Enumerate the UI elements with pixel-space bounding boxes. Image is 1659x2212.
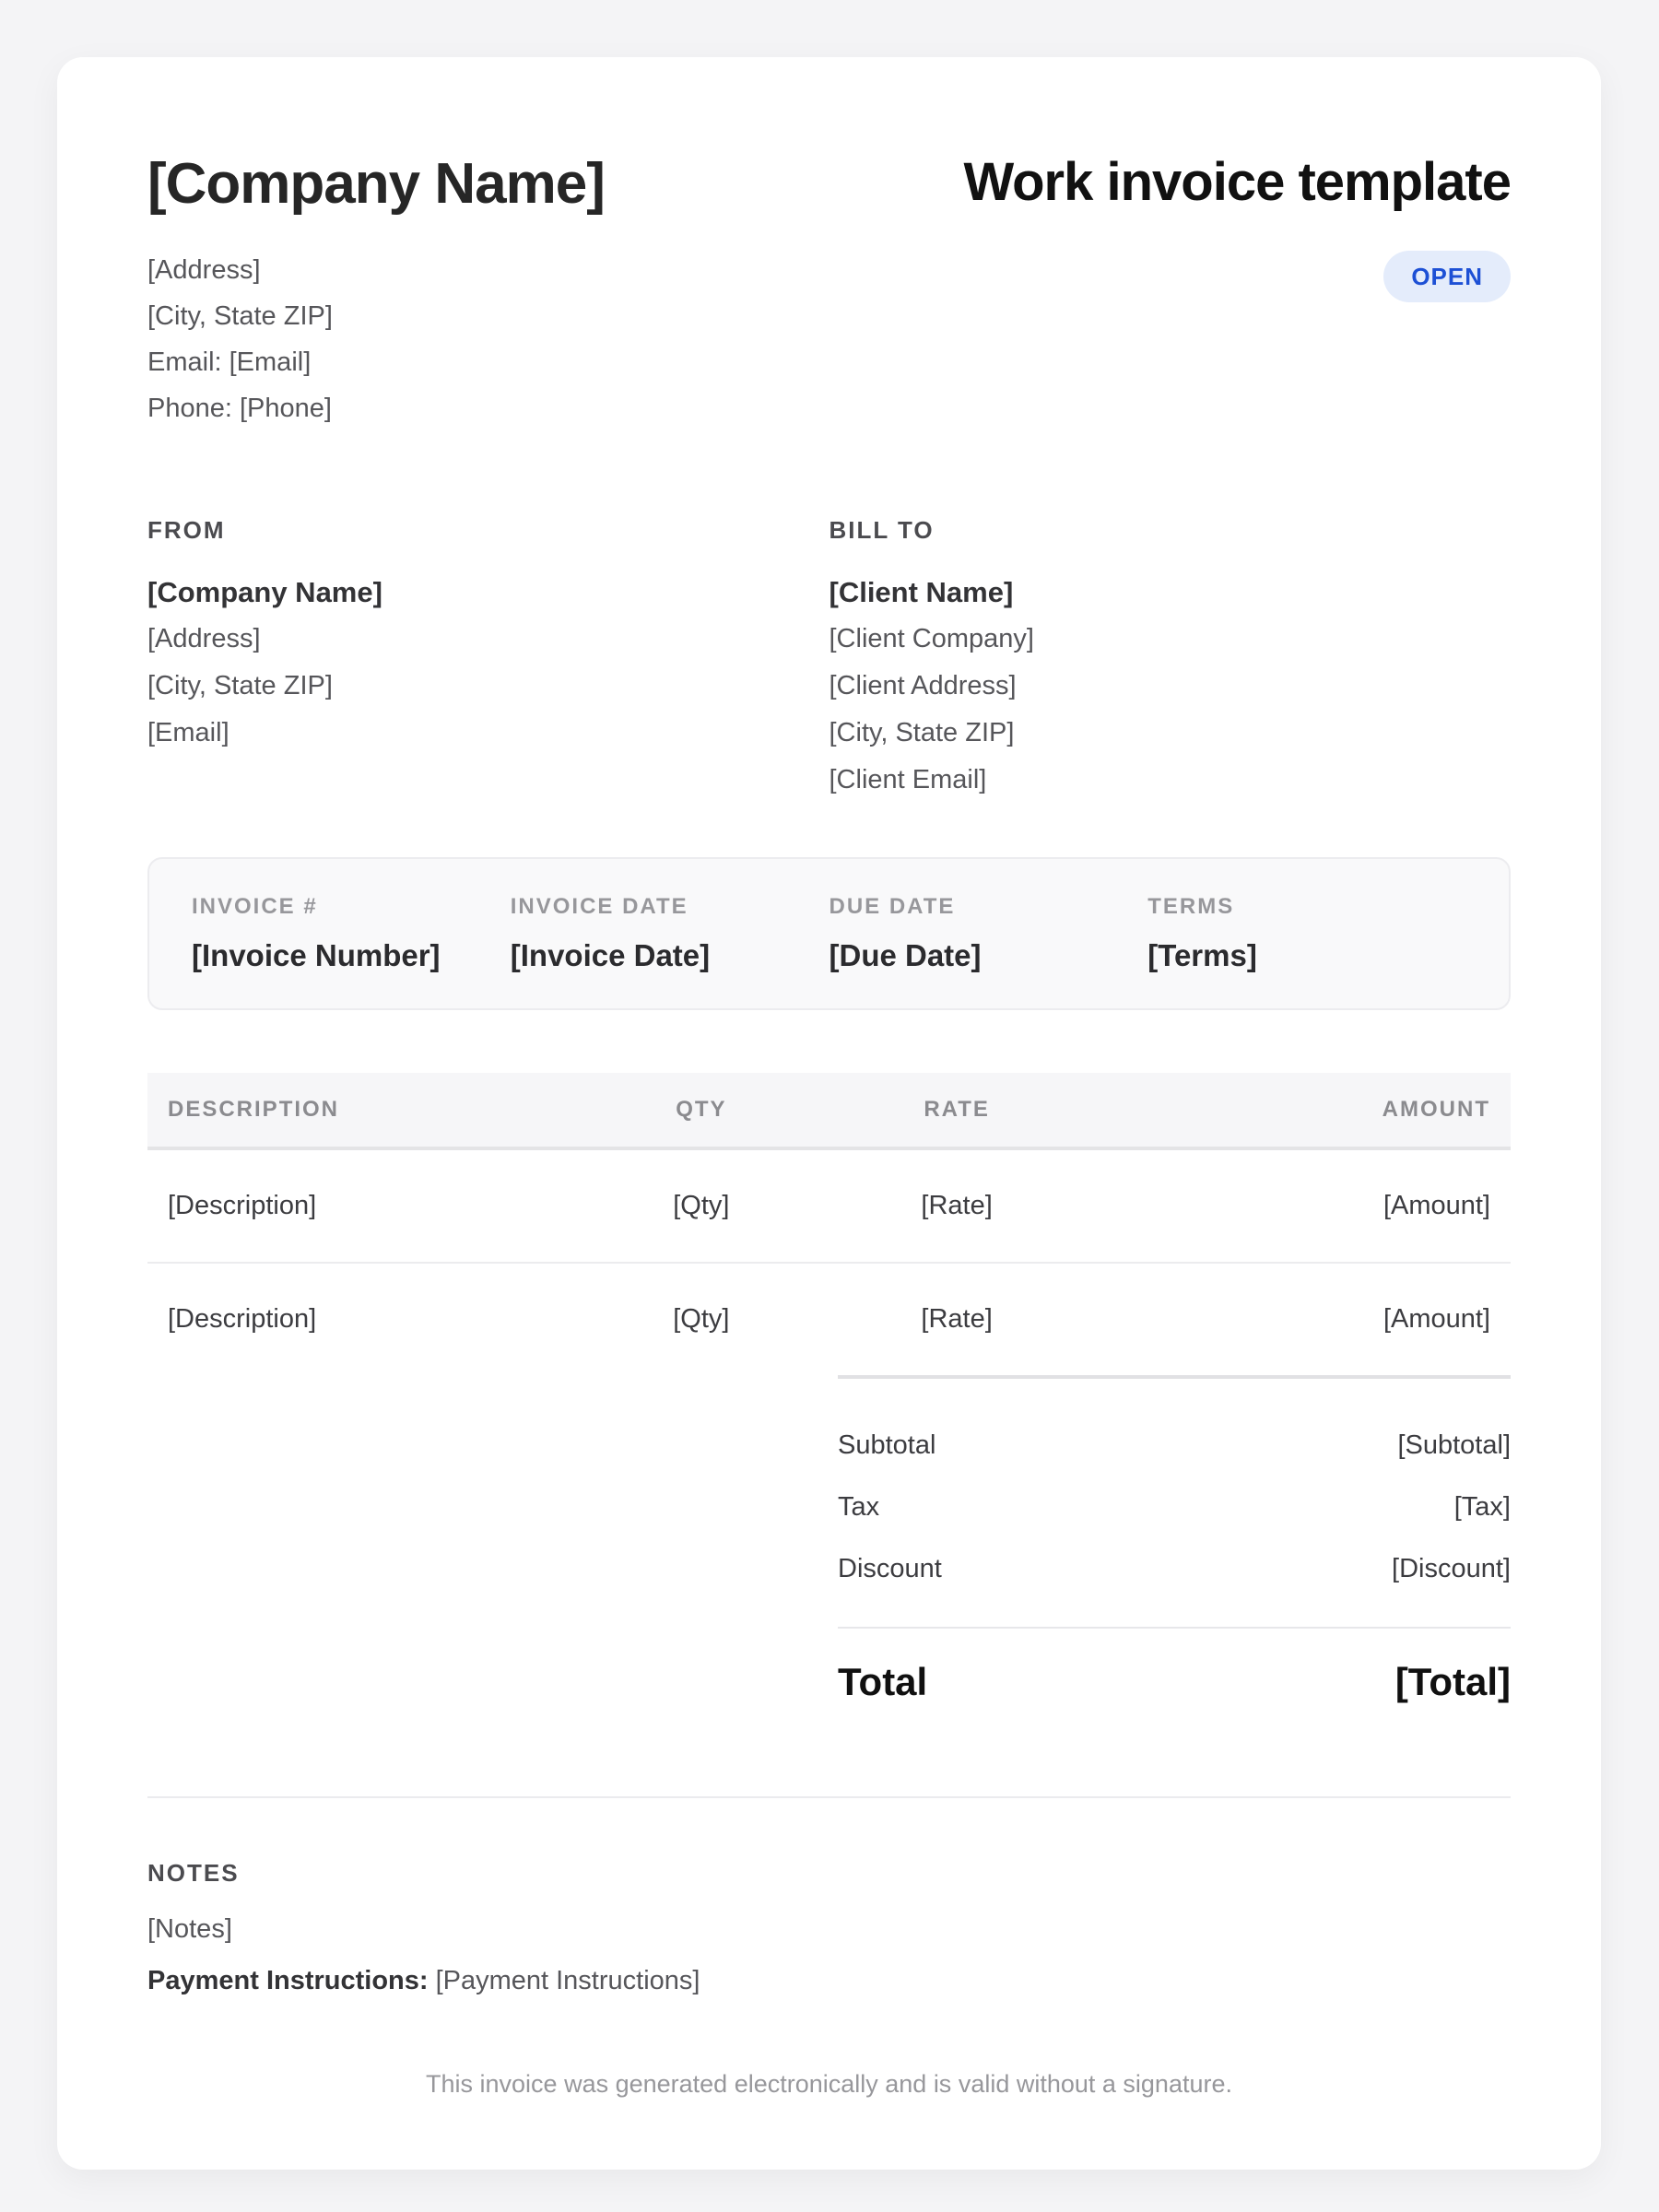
company-block <box>147 153 605 431</box>
from-block <box>147 516 830 804</box>
subtotal-value: [Subtotal] <box>1397 1430 1511 1461</box>
status-badge[interactable]: OPEN <box>1383 251 1511 302</box>
bill-to-block <box>830 516 1512 804</box>
parties-section <box>147 516 1511 804</box>
client-company-line: [Client Company] <box>829 624 1034 654</box>
title-block <box>963 153 1511 302</box>
column-header-description: DESCRIPTION <box>147 1073 598 1148</box>
company-phone-line: Phone: [Phone] <box>147 394 332 424</box>
item-description: [Description] <box>168 1304 317 1335</box>
client-city-line: [City, State ZIP] <box>829 718 1015 748</box>
invoice-date-value: [Invoice Date] <box>510 938 711 973</box>
discount-row <box>838 1554 1511 1584</box>
client-name: [Client Name] <box>829 576 1014 609</box>
company-name: [Company Name] <box>147 152 605 216</box>
header <box>147 153 1511 431</box>
table-header-row <box>147 1073 1511 1148</box>
payment-instructions-text: [Payment Instructions] <box>435 1966 700 1996</box>
table-row <box>147 1148 1511 1263</box>
meta-field-terms <box>1147 894 1466 973</box>
column-header-rate: RATE <box>805 1073 1109 1148</box>
from-company-name: [Company Name] <box>147 576 382 609</box>
from-email-line: [Email] <box>147 718 229 748</box>
from-address-line: [Address] <box>147 624 261 654</box>
total-row <box>838 1660 1511 1704</box>
line-items-table <box>147 1073 1511 1375</box>
meta-field-invoice-number <box>192 894 511 973</box>
client-address-line: [Client Address] <box>829 671 1017 701</box>
bill-to-label: BILL TO <box>829 516 935 545</box>
item-amount: [Amount] <box>1109 1148 1511 1263</box>
subtotal-label: Subtotal <box>838 1430 936 1461</box>
tax-row <box>838 1492 1511 1523</box>
total-label: Total <box>838 1660 928 1704</box>
total-value: [Total] <box>1394 1660 1511 1704</box>
invoice-number-value: [Invoice Number] <box>192 938 441 973</box>
notes-label: NOTES <box>147 1859 240 1888</box>
item-description: [Description] <box>147 1148 598 1263</box>
company-contact-lines <box>147 247 605 431</box>
company-address-line: [Address] <box>147 255 261 286</box>
discount-label: Discount <box>838 1554 942 1584</box>
client-email-line: [Client Email] <box>829 765 987 795</box>
meta-field-invoice-date <box>511 894 830 973</box>
meta-field-due-date <box>830 894 1148 973</box>
company-city-line: [City, State ZIP] <box>147 301 333 332</box>
due-date-value: [Due Date] <box>829 938 982 973</box>
company-email-line: Email: [Email] <box>147 347 312 378</box>
notes-section <box>147 1859 1511 1996</box>
invoice-date-label: INVOICE DATE <box>510 894 688 920</box>
item-qty: [Qty] <box>598 1148 805 1263</box>
invoice-card <box>57 57 1601 2170</box>
payment-instructions-line <box>147 1965 1511 1996</box>
due-date-label: DUE DATE <box>829 894 956 920</box>
payment-instructions-label: Payment Instructions: <box>147 1966 429 1996</box>
totals-divider <box>838 1627 1511 1629</box>
from-label: FROM <box>147 516 226 545</box>
column-header-qty: QTY <box>598 1073 805 1148</box>
item-amount: [Amount] <box>1382 1304 1490 1335</box>
page-title: Work invoice template <box>963 152 1511 212</box>
subtotal-row <box>838 1430 1511 1461</box>
tax-value: [Tax] <box>1453 1492 1511 1523</box>
from-city-line: [City, State ZIP] <box>147 671 333 701</box>
item-qty: [Qty] <box>673 1304 730 1335</box>
tax-label: Tax <box>838 1492 880 1523</box>
discount-value: [Discount] <box>1392 1554 1511 1584</box>
invoice-number-label: INVOICE # <box>192 894 318 920</box>
table-row <box>147 1263 1511 1375</box>
totals-block <box>838 1375 1511 1704</box>
footer-note: This invoice was generated electronically and is valid without a signature. <box>426 2070 1232 2099</box>
terms-value: [Terms] <box>1147 938 1257 973</box>
notes-section-divider <box>147 1796 1511 1798</box>
invoice-meta-box <box>147 857 1511 1010</box>
item-rate: [Rate] <box>921 1304 993 1335</box>
item-rate: [Rate] <box>805 1148 1109 1263</box>
terms-label: TERMS <box>1147 894 1235 920</box>
notes-text: [Notes] <box>147 1914 232 1945</box>
column-header-amount: AMOUNT <box>1109 1073 1511 1148</box>
